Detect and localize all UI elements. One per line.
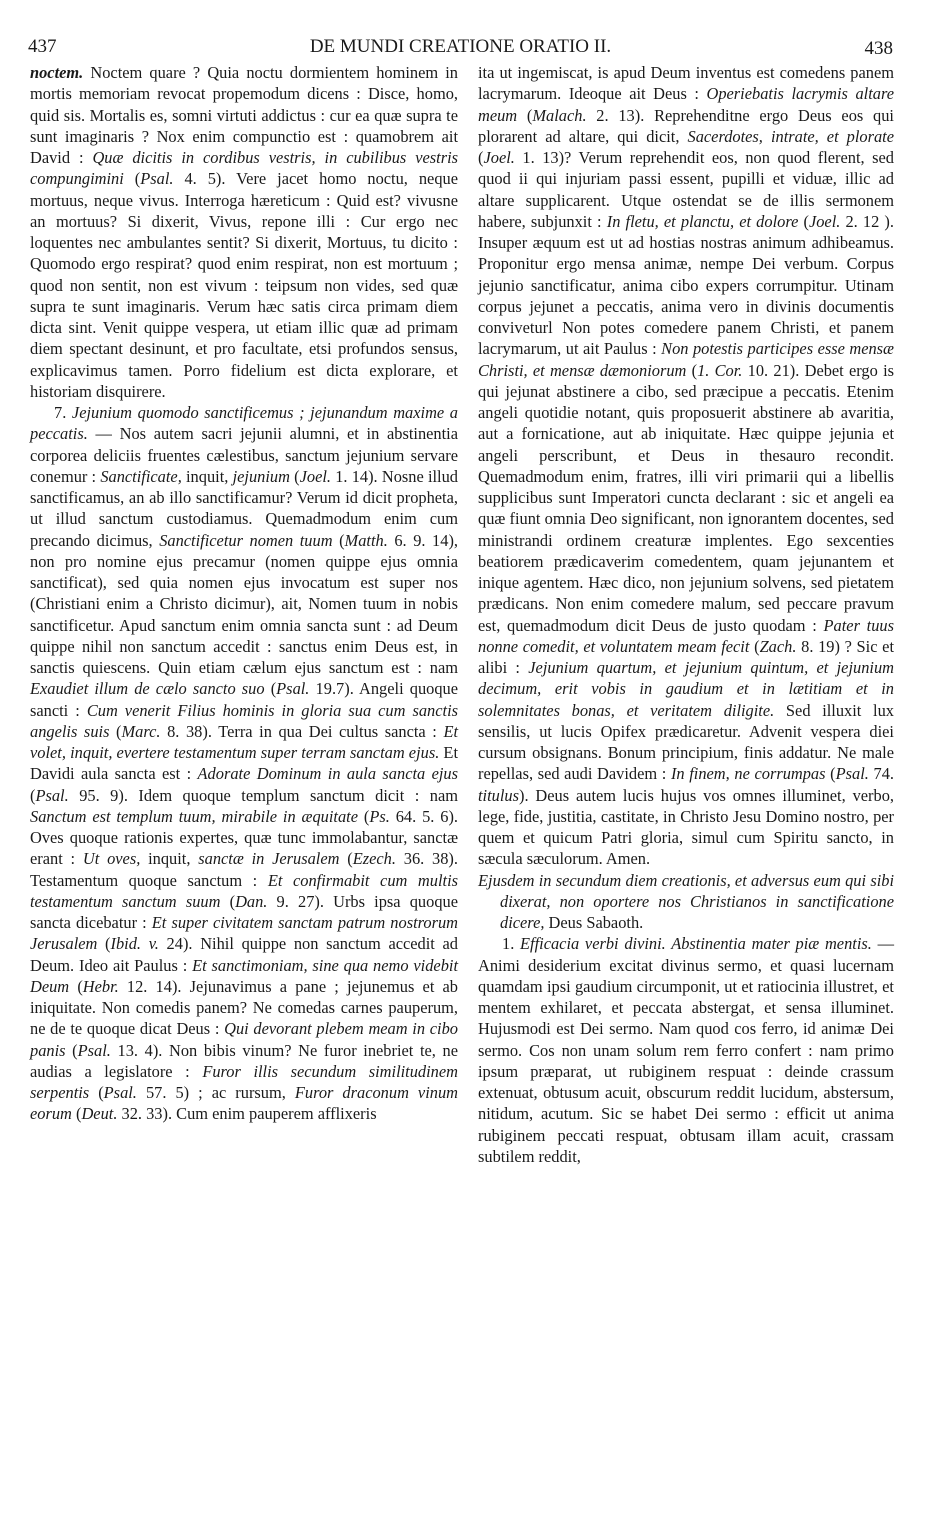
paragraph-continued <box>30 62 458 402</box>
text-run: sanctæ in Jerusalem <box>198 849 340 869</box>
text-run: Exaudiet illum de cælo sancto suo <box>30 679 265 699</box>
text-run: Ps. <box>369 806 390 826</box>
text-run: Et Davidi aula sancta est : <box>30 743 458 784</box>
text-run: 57. 5) ; ac rursum, <box>136 1083 295 1102</box>
text-run: ( <box>97 934 111 954</box>
text-run: jejunium <box>232 466 290 486</box>
text-run: Sacerdotes, intrate, et plorate <box>687 126 895 146</box>
paragraph-section-1 <box>478 933 894 1167</box>
text-run: Psal. <box>276 679 310 699</box>
text-run: Deut. <box>81 1104 118 1124</box>
running-title: DE MUNDI CREATIONE ORATIO II. <box>309 36 612 57</box>
text-run: ( <box>264 679 277 699</box>
text-run: Efficacia verbi divini. Abstinentia mater piæ mentis. <box>520 934 872 954</box>
text-run: 32. 33). Cum enim pauperem afflixeris <box>117 1104 377 1124</box>
text-run: Psal. <box>35 785 69 805</box>
text-run: ( <box>798 211 809 231</box>
text-run: Dan. <box>235 891 268 911</box>
text-run: ( <box>65 1040 78 1060</box>
text-run: Joel. <box>299 466 331 486</box>
text-run: ). Deus autem lucis hujus vos omnes illuminet, verbo, lege, fide, justitia, castitate, in Christo Jesu Domino nostro, per quem et quicum Patri gloria, simul cum Spiritu sancto, in sæcula sæculorum. Amen. <box>478 785 894 869</box>
text-run: Psal. <box>140 169 174 189</box>
text-run: Jejunium quartum, et jejunium quintum, et jejunium decimum, erit vobis in gaudium et in lætitiam et in solemnitates bonas, et veritatem diligite. <box>478 658 894 720</box>
text-run: titulus <box>478 785 519 805</box>
text-run: 13. 4). Non bibis vinum? Ne furor inebriet te, ne audias a legislatore : <box>30 1040 458 1081</box>
text-run: 95. 9). Idem quoque templum sanctum dicit : nam <box>68 785 458 805</box>
text-run: ( <box>123 169 141 189</box>
text-run: ( <box>220 891 236 911</box>
section-heading <box>478 870 894 934</box>
text-run: 74. <box>868 764 894 784</box>
paragraph-section-7 <box>30 402 458 1125</box>
text-run: Matth. <box>344 530 388 550</box>
text-run: Joel. <box>483 148 515 167</box>
text-run: ( <box>358 806 370 826</box>
text-run: Operiebatis lacrymis altare meum <box>478 84 895 125</box>
text-run: Joel. <box>808 211 841 231</box>
text-run: 1. 13)? Verum reprehendit eos, non quod flerent, sed quod ii qui injuriam passi essent, pupilli et viduæ, illic ad altare supplicarent. Utque ostendat se de illis sermonem habere, subjunxit : <box>478 148 894 231</box>
text-run: 8. 38). Terra in qua Dei cultus sancta : <box>160 721 444 741</box>
text-run: Adorate Dominum in aula sancta ejus <box>197 764 458 784</box>
text-run: 1. Cor. <box>697 360 743 380</box>
text-run: ( <box>109 721 122 741</box>
page-number-left: 437 <box>28 36 57 57</box>
text-run: 1. <box>502 934 521 954</box>
text-run: ( <box>749 636 760 656</box>
text-run: Sanctificate, <box>100 466 182 486</box>
text-run: 36. 38). Testamentum quoque sanctum : <box>30 849 458 890</box>
text-run: ( <box>71 1104 82 1124</box>
text-run: noctem. <box>30 63 84 82</box>
text-run: 1. 14). Nosne illud sanctificamus, an ab illo sanctificamur? Verum id dicit propheta, ut illud sanctum custodiamus. Quemadmodum enim cum precando dicimus, <box>30 466 458 550</box>
left-column <box>30 62 458 1125</box>
text-run: Marc. <box>121 721 161 741</box>
text-run: Quæ dicitis in cordibus vestris, in cubilibus vestris compungimini <box>30 148 459 189</box>
text-run: 2. 12 ). Insuper æquum est ut ad hostias nostras animum adhibeamus. Proponitur ergo mensa animæ, nempe Dei verbum. Corpus jejunio sanctificatur, anima cibo expers corrumpitur. Utinam corpus jejunet a peccatis, anima vero in divinis documentis conviveturl Non potes comedere panem Christi, et panem lacrymarum, ut ait Paulus : <box>478 211 894 359</box>
text-run: Pater tuus nonne comedit, et voluntatem meam fecit <box>478 615 894 656</box>
text-run: ita ut ingemiscat, is apud Deum inventus est comedens panem lacrymarum. Ideoque ait Deus : <box>478 63 894 104</box>
text-run: 10. 21). Debet ergo is qui jejunat abstinere a cibo, sed præcipue a peccatis. Etenim angeli quotidie notant, quis proposuerit abstinere ab avaritia, aut a fornicatione, aut ab iniquitate. Hæc quippe jejunia et angeli perscribunt, et Deus in thesauro recondit. Quemadmodum enim, fratres, illi viri primarii qui a libellis supplicibus sunt Imperatori cuncta declarant : sic et angeli ea quæ fiunt omnia Deo significant, non ignorantem docentes, sed ministrandi ordinem creaturæ implentes. Ego sexcenties beatiorem prædicaverim comedentem, quam jejunantem et inique agentem. Hæc dico, non jejunium solvens, sed pietatem prædicans. Non enim comedere malum, sed peccare pravum est, quemadmodum dicit Deus de justo quodam : <box>478 360 894 635</box>
text-run: Psal. <box>103 1083 137 1102</box>
text-run: Cum venerit Filius hominis in gloria sua cum sanctis angelis suis <box>30 700 459 741</box>
text-run: Psal. <box>835 764 869 784</box>
text-run: Ezech. <box>352 849 396 869</box>
text-run: ( <box>289 466 300 486</box>
text-run: Deus Sabaoth. <box>544 913 644 932</box>
text-run: Et volet, inquit, evertere testamentum super terram sanctam ejus. <box>30 721 459 762</box>
text-run: 24). Nihil quippe non sanctum accedit ad Deum. Ideo ait Paulus : <box>30 934 458 975</box>
text-run: Jejunium quomodo sanctificemus ; jejunandum maxime a peccatis. <box>30 403 458 444</box>
right-column <box>478 62 894 1167</box>
text-run: inquit, <box>181 466 233 486</box>
text-run: ( <box>825 764 836 784</box>
text-run: Qui devorant plebem meam in cibo panis <box>30 1019 458 1060</box>
text-run: Furor illis secundum similitudinem serpentis <box>30 1061 458 1102</box>
text-run: 9. 27). Urbs ipsa quoque sancta dicebatur : <box>30 891 458 932</box>
text-run: 2. 13). Reprehenditne ergo Deus eos qui plorarent ad altare, qui dicit, <box>478 105 894 146</box>
text-run: 4. 5). Vere jacet homo noctu, neque mortuus, neque vivus. Interroga hæreticum : Quid est? vivusne an mortuus? Si dixerit, Vivus, repone illi : Cur ergo nec loquentes nec ambulantes sentit? Si dixerit, Mortuus, tu dicito : Quomodo ergo respirat? quod enim respirat, non est mortuum ; quod non sentit, non est vivum : teipsum non vides, sed quæ supra te sunt imaginaris. Verum hæc satis circa primam diem dicta sint. Venit quippe vespera, ut etiam illic quæ ad primam diem spectant desinunt, et pro facultate, etsi profundos sensus, explicavimus tamen. Porro fidelium est dicta explorare, et historiam disquirere. <box>30 169 458 401</box>
text-run: 8. 19) ? Sic et alibi : <box>478 636 895 677</box>
text-run: Hebr. <box>82 976 119 996</box>
text-run: Sanctum est templum tuum, mirabile in æquitate <box>30 806 358 826</box>
text-run: Et confirmabit cum multis testamentum sanctum suum <box>30 870 458 911</box>
text-run: Noctem quare ? Quia noctu dormientem hominem in mortis memoriam revocat propemodum dicens : Disce, homo, quid sis. Mortalis es, somni virtuti addictus : cur ea quæ supra te sunt imaginaris ? Nox enim compunctio est : quamobrem ait David : <box>30 63 458 167</box>
text-run: 6. 9. 14), non pro nomine ejus precamur (nomen quippe ejus omnia sanctificat), sed quia nomen ejus invocatum est super nos (Christiani enim a Christo dicimur), ait, Nomen tuum in nobis sanctificetur. Apud sanctum enim omnia sancta sunt : ad Deum quippe nihil non sanctum accedit : sanctus enim Deus est, in sanctis quiescens. Quin etiam cælum ejus sanctum est : nam <box>30 530 458 677</box>
text-run: Ejusdem in secundum diem creationis, et adversus eum qui sibi dixerat, non oportere nos Christianos in sanctificatione dicere, <box>478 870 894 932</box>
text-run: Zach. <box>759 636 797 656</box>
text-run: 7. <box>54 403 72 422</box>
text-run: ( <box>69 976 83 996</box>
running-header <box>28 36 893 60</box>
text-run: — Animi desiderium excitat divinus sermo, et quasi lucernam quamdam ipsi gaudium circumponit, ut et ratiocinia illustret, et mentem exhilaret, et peccata abstergat, et sensa illuminet. Hujusmodi est Dei sermo. Nam quod cos ferro, id animæ Dei sermo. Cos non unam solum rem ferro confert : nam primo ipsum præparat, ut rubiginem respuat : deinde crassum extenuat, obtusum acuit, obscurum reddit lucidum, abstersum, nitidum, acutum. Sic se habet Dei sermo : efficit ut anima rubiginem peccati respuat, obtusam illam acuit, crassam subtilem reddit, <box>478 934 894 1166</box>
text-run: Furor draconum vinum eorum <box>30 1083 458 1124</box>
text-run: Non potestis participes esse mensæ Christi, et mensæ dæmoniorum <box>478 339 894 380</box>
text-run: 19.7). Angeli quoque sancti : <box>30 679 458 720</box>
text-run: Ut oves, <box>82 849 141 869</box>
text-run: Malach. <box>532 105 587 125</box>
text-run: Et super civitatem sanctam patrum nostrorum Jerusalem <box>30 913 459 954</box>
text-run: Sanctificetur nomen tuum <box>159 530 333 550</box>
paragraph-continued-right <box>478 62 894 870</box>
text-run: Psal. <box>77 1040 111 1060</box>
text-run: In finem, ne corrumpas <box>670 764 826 784</box>
text-run: ( <box>89 1083 104 1102</box>
text-run: ( <box>478 148 484 167</box>
text-run: ( <box>30 785 36 805</box>
text-run: — Nos autem sacri jejunii alumni, et in abstinentia corporea deliciis fruentes cælestibus, sanctum jejunium servare conemur : <box>30 424 458 486</box>
text-run: Ibid. v. <box>110 934 159 954</box>
text-run: ( <box>686 360 698 380</box>
text-run: In fletu, et planctu, et dolore <box>606 211 799 231</box>
text-run: inquit, <box>140 849 199 869</box>
text-run: 12. 14). Jejunavimus a pane ; jejunemus et ab iniquitate. Non comedis panem? Ne comedas carnes pauperum, ne de te quoque dicat Deus : <box>30 976 458 1039</box>
text-run: Et sanctimoniam, sine qua nemo videbit Deum <box>30 955 458 996</box>
page-number-right: 438 <box>864 38 893 59</box>
text-run: ( <box>332 530 345 550</box>
text-run: ( <box>517 105 533 125</box>
text-run: ( <box>339 849 353 869</box>
text-run: Sed illuxit lux sensilis, ut lucis Opifex prædicaretur. Advenit vespera diei cursum obsignans. Bonum principium, finis addatur. Ne male repellas, sed audi Davidem : <box>478 700 894 784</box>
text-run: 64. 5. 6). Oves quoque rationis expertes, quæ tunc immolabantur, sanctæ erant : <box>30 806 459 869</box>
